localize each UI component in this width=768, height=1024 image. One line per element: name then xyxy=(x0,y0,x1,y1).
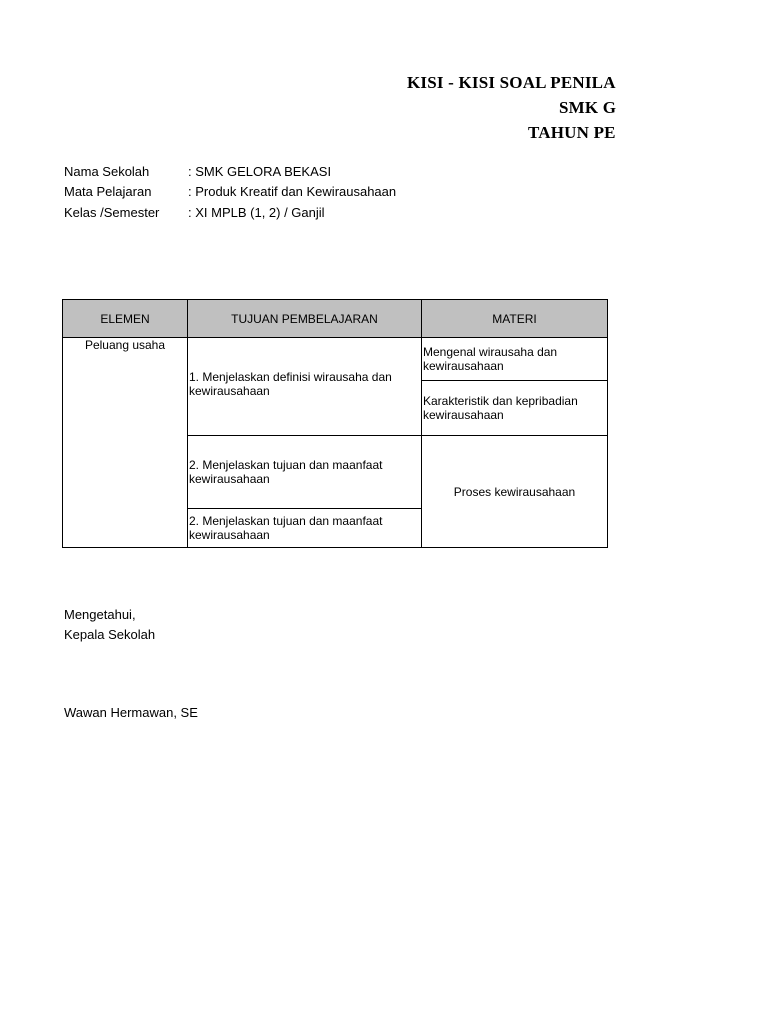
info-label: Mata Pelajaran xyxy=(64,184,152,199)
tujuan-text: 2. Menjelaskan tujuan dan maanfaat kewirausahaan xyxy=(189,514,383,542)
tujuan-text: 1. Menjelaskan definisi wirausaha dan kewirausahaan xyxy=(189,370,392,398)
info-label: Nama Sekolah xyxy=(64,164,150,179)
table-header-row xyxy=(63,300,608,338)
materi-text: Mengenal wirausaha dan kewirausahaan xyxy=(423,345,558,373)
materi-text: Karakteristik dan kepribadian kewirausahaan xyxy=(423,394,578,422)
header-materi: MATERI xyxy=(422,300,608,338)
info-value: : Produk Kreatif dan Kewirausahaan xyxy=(188,184,397,199)
tujuan-cell xyxy=(188,436,422,509)
tujuan-cell xyxy=(188,338,422,436)
elemen-text: Peluang usaha xyxy=(84,338,166,352)
materi-text: Proses kewirausahaan xyxy=(453,484,576,499)
table-row xyxy=(63,338,608,381)
school-title: SMK G xyxy=(559,98,617,117)
document-title: KISI - KISI SOAL PENILA xyxy=(407,73,616,92)
elemen-cell xyxy=(63,338,188,548)
kisi-table xyxy=(62,299,608,548)
materi-cell xyxy=(422,436,608,548)
info-label: Kelas /Semester xyxy=(64,205,160,220)
info-value: : SMK GELORA BEKASI xyxy=(188,164,332,179)
tujuan-text: 2. Menjelaskan tujuan dan maanfaat kewirausahaan xyxy=(189,458,383,486)
signature-know: Mengetahui, xyxy=(64,607,136,622)
info-value: : XI MPLB (1, 2) / Ganjil xyxy=(188,205,325,220)
materi-cell xyxy=(422,381,608,436)
signature-role: Kepala Sekolah xyxy=(64,627,156,642)
header-elemen: ELEMEN xyxy=(63,300,188,338)
header-tujuan: TUJUAN PEMBELAJARAN xyxy=(188,300,422,338)
year-title: TAHUN PE xyxy=(528,123,616,142)
materi-cell xyxy=(422,338,608,381)
tujuan-cell xyxy=(188,509,422,548)
signature-name: Wawan Hermawan, SE xyxy=(64,705,198,720)
